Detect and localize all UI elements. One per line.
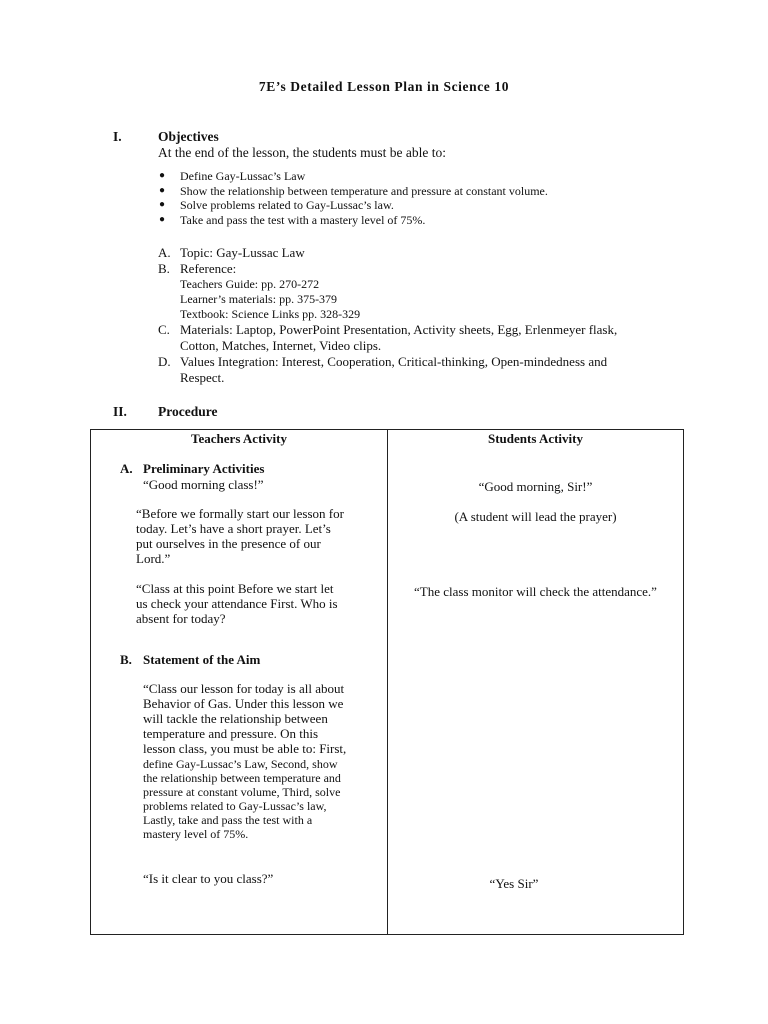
student-prayer: (A student will lead the prayer) (454, 509, 617, 524)
aim-text-line: temperature and pressure. On this (143, 726, 319, 741)
aim-text-line: problems related to Gay-Lussac’s law, (143, 799, 327, 813)
section-procedure-number: II. (113, 404, 127, 419)
procedure-table (90, 429, 684, 935)
reference-line: Learner’s materials: pp. 375-379 (180, 292, 338, 306)
reference-line: Textbook: Science Links pp. 328-329 (180, 307, 361, 321)
aim-text-line: mastery level of 75%. (143, 827, 249, 841)
column-divider (387, 430, 388, 934)
values-item: D. Values Integration: Interest, Cooperation, Critical-thinking, Open-mindedness and Respect. (158, 354, 608, 385)
page-title: 7E’s Detailed Lesson Plan in Science 10 (258, 79, 510, 94)
bullet-icon: ● (159, 170, 166, 181)
list-item: ● Take and pass the test with a mastery level of 75%. (159, 212, 426, 227)
teachers-activity-header: Teachers Activity (191, 431, 287, 446)
teacher-attendance-line: us check your attendance First. Who is (136, 596, 338, 611)
bullet-icon: ● (159, 184, 166, 196)
teacher-attendance-line: “Class at this point Before we start let (136, 581, 334, 596)
objectives-list (158, 169, 548, 227)
statement-of-aim-heading: Statement of the Aim (143, 652, 261, 667)
aim-text-line: define Gay-Lussac’s Law, Second, show (143, 757, 338, 771)
aim-text-line: “Class our lesson for today is all about (143, 681, 345, 696)
students-activity-header: Students Activity (488, 431, 583, 446)
teacher-prayer-line: today. Let’s have a short prayer. Let’s (136, 521, 331, 536)
aim-text-line: lesson class, you must be able to: First, (143, 741, 347, 756)
objectives-intro: At the end of the lesson, the students must be able to: (158, 145, 446, 160)
aim-text-line: Lastly, take and pass the test with a (143, 813, 313, 827)
bullet-icon: ● (159, 199, 166, 211)
aim-letter: B. (120, 652, 132, 667)
teacher-clear-question: “Is it clear to you class?” (143, 871, 274, 886)
teacher-attendance-line: absent for today? (136, 611, 226, 626)
list-item: ● Solve problems related to Gay-Lussac’s law. (159, 198, 394, 213)
bullet-icon: ● (159, 213, 166, 225)
topic-item: A. Topic: Gay-Lussac Law (158, 245, 305, 260)
teacher-prayer-line: “Before we formally start our lesson for (136, 506, 344, 521)
teacher-prayer-line: put ourselves in the presence of our (136, 536, 321, 551)
aim-text-line: the relationship between temperature and (143, 771, 341, 785)
teacher-prayer-line: Lord.” (136, 551, 171, 566)
lesson-details-list (158, 245, 688, 386)
reference-item: B. Reference: Teachers Guide: pp. 270-272 Learner’s materials: pp. 375-379 Textbook: Science Links pp. 328-329 (158, 261, 688, 322)
section-objectives-number: I. (113, 129, 122, 144)
list-item: ● Define Gay-Lussac’s Law (159, 169, 306, 183)
aim-text-line: pressure at constant volume, Third, solve (143, 785, 341, 799)
materials-item: C. Materials: Laptop, PowerPoint Presentation, Activity sheets, Egg, Erlenmeyer flask, Cotton, Matches, Internet, Video clips. (158, 322, 618, 353)
teacher-greeting: “Good morning class!” (143, 477, 264, 492)
preliminary-activities-heading: Preliminary Activities (143, 461, 265, 476)
aim-text-line: will tackle the relationship between (143, 711, 328, 726)
student-attendance: “The class monitor will check the attendance.” (414, 584, 657, 599)
student-yes-sir: “Yes Sir” (489, 876, 539, 891)
preliminary-letter: A. (120, 461, 133, 476)
section-objectives-heading: Objectives (158, 129, 219, 144)
reference-line: Teachers Guide: pp. 270-272 (180, 277, 320, 291)
student-greeting: “Good morning, Sir!” (478, 479, 593, 494)
aim-text-line: Behavior of Gas. Under this lesson we (143, 696, 344, 711)
section-procedure-heading: Procedure (158, 404, 218, 419)
list-item: ● Show the relationship between temperature and pressure at constant volume. (159, 183, 548, 198)
